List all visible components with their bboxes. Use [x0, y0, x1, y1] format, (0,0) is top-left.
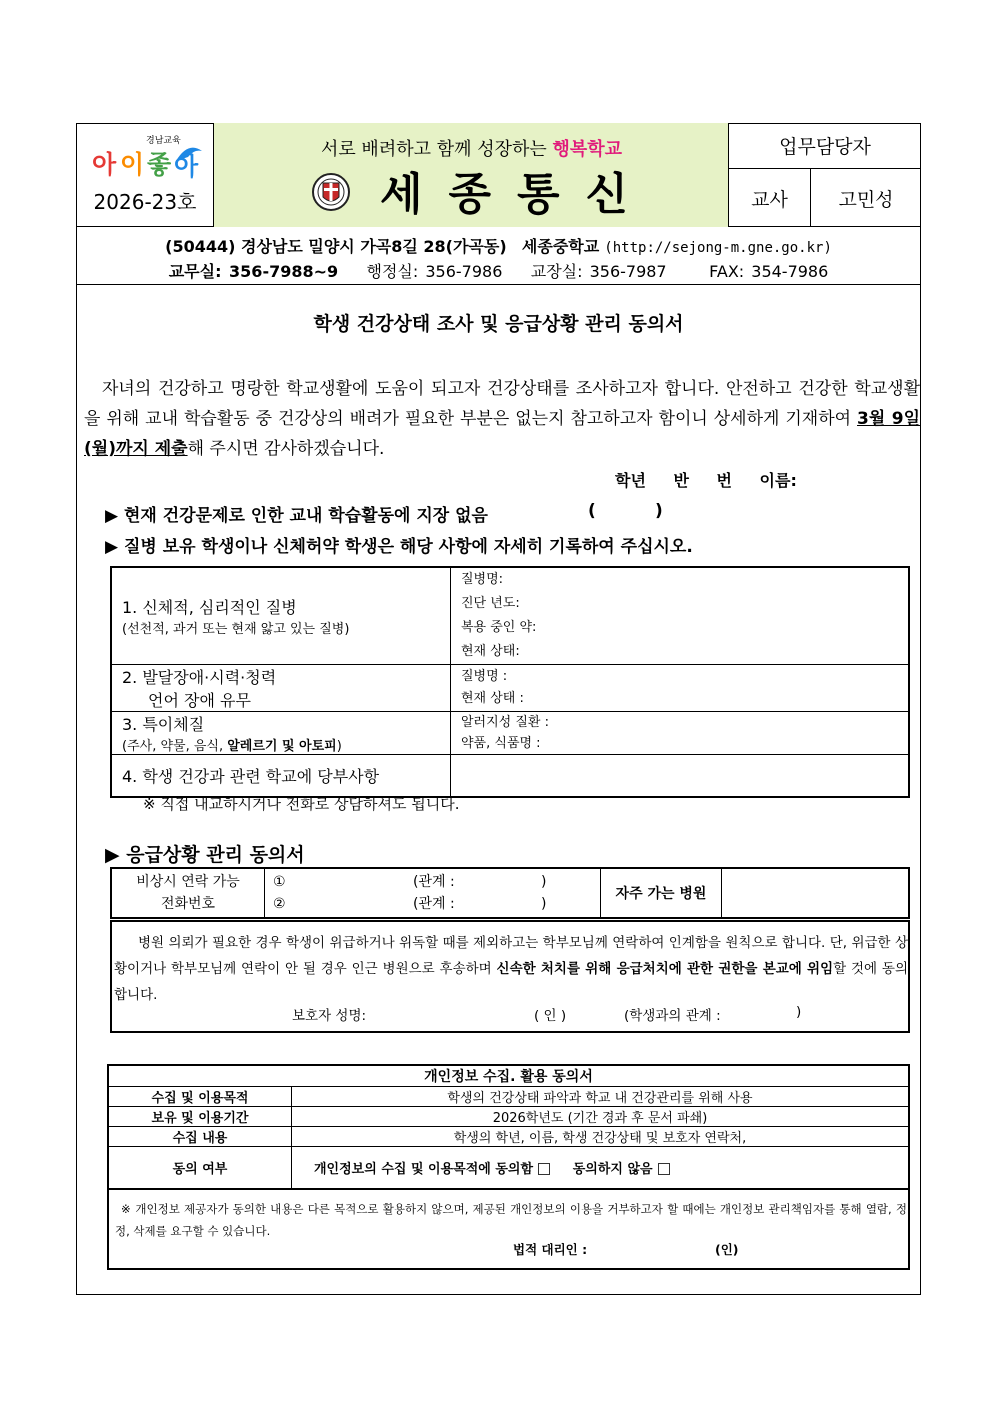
hospital-field[interactable] — [722, 868, 910, 918]
allergy-field: 알러지성 질환 : — [461, 715, 549, 730]
dev-disease-field: 질병명 : — [461, 669, 508, 684]
row3-sub-a: (주사, 약물, 음식, — [122, 739, 228, 754]
consent-options — [292, 1147, 910, 1189]
row4-label: 4. 학생 건강과 관련 학교에 당부사항 — [111, 755, 451, 797]
fax-number: FAX: 354-7986 — [709, 262, 829, 281]
relation-label: (학생과의 관계 : — [624, 1008, 721, 1024]
disagree-checkbox[interactable] — [658, 1163, 670, 1175]
content-value: 학생의 학년, 이름, 학생 건강상태 및 보호자 연락처, — [292, 1127, 910, 1147]
dev-status-field: 현재 상태 : — [461, 691, 524, 706]
row3-sub-b: 알레르기 및 아토피 — [227, 739, 337, 754]
newsletter-title: 세종통신 — [380, 169, 655, 220]
svg-text:이: 이 — [120, 150, 145, 179]
agree-checkbox[interactable] — [538, 1163, 550, 1175]
staff-label: 업무담당자 — [729, 123, 921, 169]
contact-label-2: 전화번호 — [160, 896, 216, 912]
phone-2-close: ) — [541, 896, 547, 912]
svg-text:아: 아 — [92, 150, 117, 179]
period-label: 보유 및 이용기간 — [108, 1107, 292, 1127]
principal-phone: 교장실: 356-7987 — [530, 262, 667, 281]
phone-2-relation: (관계 : — [413, 896, 455, 912]
consent-label: 동의 여부 — [108, 1147, 292, 1189]
row3-sub-c: ) — [336, 739, 342, 754]
content-label: 수집 내용 — [108, 1127, 292, 1147]
row2-title: 2. 발달장애·시력·청력 — [122, 668, 277, 687]
row1-subtitle: (선천적, 과거 또는 현재 앓고 있는 질병) — [122, 622, 350, 637]
logo-small-text: 경남교육 — [146, 136, 181, 146]
consent-text-bold: 신속한 처치를 위해 응급처치에 관한 권한을 본교에 위임 — [496, 961, 834, 977]
consent-text-end: 할 것에 동의합니다. — [114, 961, 909, 1003]
row3-label — [111, 712, 451, 755]
contact-label-1: 비상시 연락 가능 — [136, 874, 240, 890]
privacy-table — [107, 1064, 910, 1190]
row1-title: 1. 신체적, 심리적인 질병 — [122, 598, 297, 617]
drug-food-field: 약품, 식품명 : — [461, 736, 541, 751]
student-info-line: 학년 반 번 이름: — [615, 471, 797, 490]
slogan-happy-school: 행복학교 — [552, 139, 623, 160]
privacy-title: 개인정보 수집. 활용 동의서 — [108, 1065, 909, 1087]
school-emblem-icon — [311, 171, 351, 213]
guardian-seal[interactable]: ( 인 ) — [534, 1008, 567, 1024]
bullet-instruction: ▶ 질병 보유 학생이나 신체허약 학생은 해당 사항에 자세히 기록하여 주십시오. — [105, 537, 693, 557]
staff-role: 교사 — [729, 169, 811, 227]
emergency-consent-box — [110, 920, 910, 1033]
row4-field[interactable] — [451, 755, 910, 797]
row2-label — [111, 665, 451, 712]
phone-line — [76, 259, 921, 282]
document-title: 학생 건강상태 조사 및 응급상황 관리 동의서 — [313, 313, 684, 335]
medication-field: 복용 중인 약: — [461, 620, 537, 635]
relation-close: ) — [796, 1004, 802, 1020]
intro-text-end: 해 주시면 감사하겠습니다. — [187, 439, 385, 459]
slogan-text: 서로 배려하고 함께 성장하는 — [320, 139, 553, 160]
guardian-name-label: 보호자 성명: — [292, 1008, 367, 1024]
intro-text: 자녀의 건강하고 명랑한 학교생활에 도움이 되고자 건강상태를 조사하고자 합니다. 안전하고 건강한 학교생활을 위해 교내 학습활동 중 건강상의 배려가 필요한 부분은 없는지 참고하고자 함이니 상세하게 기재하여 — [84, 379, 920, 429]
deadline: 3월 9일(월)까지 제출 — [84, 409, 920, 459]
privacy-note: ※ 개인정보 제공자가 동의한 내용은 다른 목적으로 활용하지 않으며, 제공된 개인정보의 이용을 거부하고자 할 때에는 개인정보 관리책임자를 통해 열람, 정정, 삭제를 요구할 수 있습니다. — [115, 1202, 907, 1238]
phone-2-mark: ② — [273, 896, 286, 912]
agree-label: 개인정보의 수집 및 이용목적에 동의함 — [314, 1161, 534, 1177]
bullet-no-problem: ▶ 현재 건강문제로 인한 교내 학습활동에 지장 없음 — [105, 506, 488, 526]
contact-phones[interactable] — [265, 868, 601, 918]
emergency-contact-table — [110, 867, 910, 919]
row3-fields[interactable] — [451, 712, 910, 755]
postal-address: (50444) 경상남도 밀양시 가곡8길 28(가곡동) — [165, 237, 507, 256]
legal-agent-seal[interactable]: (인) — [715, 1242, 739, 1257]
consent-text-a: 병원 의뢰가 필요한 경우 학생이 위급하거나 위독할 때를 제외하고는 학부모님께 연락하여 인계함을 원칙으로 합니다. 단, 위급한 상황이거나 학부모님께 연락이 안 될 경우 인근 병원으로 후송하며 — [114, 935, 908, 977]
health-table — [110, 566, 910, 798]
period-value: 2026학년도 (기간 경과 후 문서 파쇄) — [292, 1107, 910, 1127]
row3-title: 3. 특이체질 — [122, 715, 205, 734]
school-url: (http://sejong-m.gne.go.kr) — [604, 240, 832, 256]
office-phone: 교무실: 356-7988~9 — [168, 262, 339, 281]
legal-agent-label: 법적 대리인 : — [513, 1242, 588, 1257]
no-problem-checkbox[interactable]: ( ) — [588, 501, 663, 521]
phone-1-relation: (관계 : — [413, 874, 455, 890]
emergency-section-title: ▶ 응급상황 관리 동의서 — [105, 844, 305, 866]
row1-fields[interactable] — [451, 567, 910, 665]
address-line — [76, 234, 921, 257]
row2-title2: 언어 장애 유무 — [148, 691, 251, 710]
hospital-label: 자주 가는 병원 — [601, 868, 722, 918]
svg-text:아: 아 — [174, 152, 199, 181]
svg-text:좋: 좋 — [147, 150, 172, 179]
disease-name-field: 질병명: — [461, 572, 504, 587]
staff-name: 고민성 — [838, 188, 894, 211]
issue-number: 2026-23호 — [93, 190, 197, 214]
row3-subtitle — [122, 735, 440, 754]
row2-fields[interactable] — [451, 665, 910, 712]
consent-text — [114, 930, 908, 1008]
purpose-label: 수집 및 이용목적 — [108, 1087, 292, 1107]
disagree-label: 동의하지 않음 — [572, 1161, 653, 1177]
diagnosis-year-field: 진단 년도: — [461, 596, 520, 611]
phone-1-mark: ① — [273, 874, 286, 890]
admin-phone: 행정실: 356-7986 — [366, 262, 503, 281]
phone-1-close: ) — [541, 874, 547, 890]
consult-note: ※ 직접 내교하시거나 전화로 상담하셔도 됩니다. — [143, 795, 460, 813]
row1-label — [111, 567, 451, 665]
school-name: 세종중학교 — [521, 237, 600, 256]
contact-label — [111, 868, 265, 918]
intro-paragraph — [84, 374, 920, 464]
current-status-field: 현재 상태: — [461, 644, 520, 659]
privacy-note-box — [107, 1188, 910, 1270]
purpose-value: 학생의 건강상태 파악과 학교 내 건강관리를 위해 사용 — [292, 1087, 910, 1107]
